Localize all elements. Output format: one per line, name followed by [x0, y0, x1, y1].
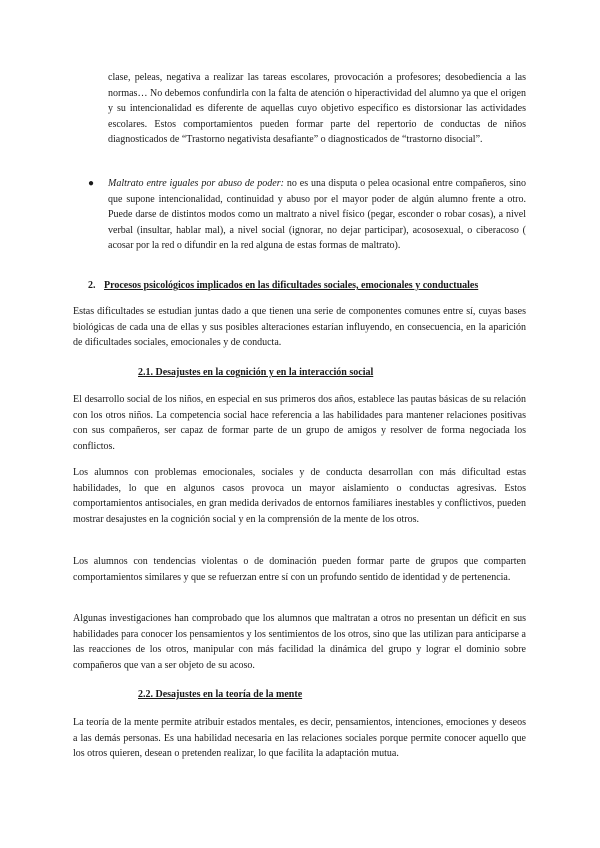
section2-title: Procesos psicológicos implicados en las dificultades sociales, emocionales y conductuales — [104, 280, 479, 291]
section2-heading — [88, 279, 528, 293]
section2-number: 2. — [88, 280, 96, 291]
section21-paragraph-2: Los alumnos con problemas emocionales, sociales y de conducta desarrollan con más dificultad estas habilidades, lo que en algunos casos provoca un mayor aislamiento o conductas agresivas. Estos comportamientos antisociales, en gran medida derivados de entornos familiares inestables y conflictivos, pueden mostrar desajustes en la cognición social y en la comprensión de la mente de los otros. — [73, 467, 526, 525]
section21-paragraph-1: El desarrollo social de los niños, en especial en sus primeros dos años, establece las pautas básicas de su relación con los otros niños. La competencia social hace referencia a las habilidades para mantener relaciones positivas con sus compañeros, ser capaz de formar parte de un grupo de amigos y resolver de forma negociada los conflictos. — [73, 394, 526, 452]
section2-paragraph: Estas dificultades se estudian juntas dado a que tienen una serie de componentes comunes entre sí, cuyas bases biológicas de cada una de ellas y sus posibles alteraciones estarían influyendo, en consecuencia, en la aparición de dificultades sociales, emocionales y de conducta. — [73, 306, 526, 349]
section21-heading: 2.1. Desajustes en la cognición y en la interacción social — [138, 367, 374, 378]
section22-heading: 2.2. Desajustes en la teoría de la mente — [138, 689, 303, 700]
bullet-text: no es una disputa o pelea ocasional entre compañeros, sino que supone intencionalidad, continuidad y abuso por el mayor poder de algún alumno frente a otro. Puede darse de distintos modos como un maltrato a nivel físico (pegar, esconder o robar cosas), a nivel verbal (insultar, hablar mal), a nivel social (ignorar, no dejar participar), acososexual, o ciberacoso ( acosar por la red o difundir en la red alguna de estas formas de maltrato). — [108, 178, 526, 252]
bullet-symbol: ● — [88, 178, 95, 189]
bullet-term: Maltrato entre iguales por abuso de poder: — [108, 178, 284, 189]
section21-paragraph-4: Algunas investigaciones han comprobado que los alumnos que maltratan a otros no presentan un déficit en sus habilidades para conocer los pensamientos y los sentimientos de los otros, sino que las utilizan para anticiparse a las reacciones de los otros, manipular con más facilidad la dinámica del grupo y lograr el dominio sobre compañeros que van a ser objeto de su acoso. — [73, 613, 526, 671]
intro-paragraph: clase, peleas, negativa a realizar las tareas escolares, provocación a profesores; desobediencia a las normas… No debemos confundirla con la falta de atención o hiperactividad del alumno ya que el origen y su intencionalidad es diferente de aquellas cuyo objetivo específico es distorsionar las actividades escolares. Estos comportamientos pueden formar parte del repertorio de conductas de niños diagnosticados de “Trastorno negativista desafiante” o diagnosticados de “trastorno disocial”. — [108, 72, 526, 146]
bullet-item — [108, 176, 526, 254]
section21-paragraph-3: Los alumnos con tendencias violentas o de dominación pueden formar parte de grupos que comparten comportamientos similares y que se refuerzan entre sí con un profundo sentido de identidad y de pertenencia. — [73, 556, 526, 583]
section22-paragraph: La teoría de la mente permite atribuir estados mentales, es decir, pensamientos, intenciones, emociones y deseos a las demás personas. Es una habilidad necesaria en las relaciones sociales porque permite conocer aquello que los otros quieren, desean o pretenden realizar, lo que facilita la adaptación mutua. — [73, 717, 526, 760]
